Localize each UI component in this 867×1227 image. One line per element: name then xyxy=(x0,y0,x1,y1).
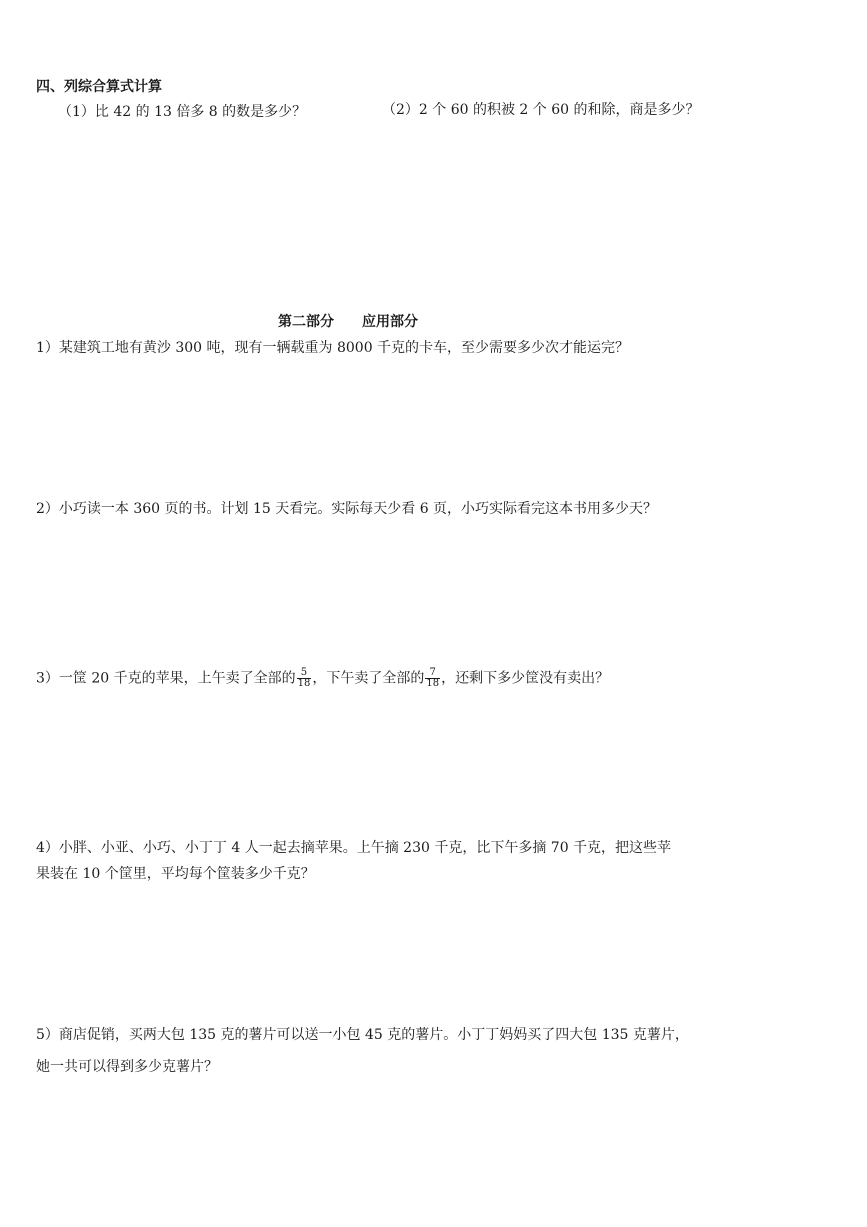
fraction-5-18-denominator: 18 xyxy=(297,678,311,689)
section4-question-2: （2）2 个 60 的积被 2 个 60 的和除，商是多少？ xyxy=(382,102,700,118)
problem-3 xyxy=(36,668,609,689)
section4-heading: 四、列综合算式计算 xyxy=(36,79,162,95)
fraction-5-18 xyxy=(297,668,312,689)
problem-5-line-2: 她一共可以得到多少克薯片？ xyxy=(36,1059,218,1075)
part2-title: 第二部分 应用部分 xyxy=(278,314,418,330)
problem-2: 2）小巧读一本 360 页的书。计划 15 天看完。实际每天少看 6 页，小巧实际看完这本书用多少天？ xyxy=(36,501,658,517)
problem-4-line-2: 果装在 10 个筐里，平均每个筐装多少千克？ xyxy=(36,866,315,882)
fraction-5-18-numerator: 5 xyxy=(297,668,312,679)
fraction-7-18-denominator: 18 xyxy=(426,678,440,689)
problem-1: 1）某建筑工地有黄沙 300 吨，现有一辆载重为 8000 千克的卡车，至少需要多少次才能运完？ xyxy=(36,340,630,356)
problem-3-text-b: ，下午卖了全部的 xyxy=(312,670,425,687)
problem-3-text-a: 3）一筐 20 千克的苹果，上午卖了全部的 xyxy=(36,670,296,687)
fraction-7-18 xyxy=(425,668,440,689)
section4-question-1: （1）比 42 的 13 倍多 8 的数是多少？ xyxy=(58,104,307,120)
problem-5-line-1: 5）商店促销，买两大包 135 克的薯片可以送一小包 45 克的薯片。小丁丁妈妈买了四大包 135 克薯片， xyxy=(36,1027,689,1043)
problem-3-text-c: ，还剩下多少筐没有卖出？ xyxy=(441,670,610,687)
fraction-7-18-numerator: 7 xyxy=(425,668,440,679)
problem-4-line-1: 4）小胖、小亚、小巧、小丁丁 4 人一起去摘苹果。上午摘 230 千克，比下午多摘 70 千克，把这些苹 xyxy=(36,840,672,856)
